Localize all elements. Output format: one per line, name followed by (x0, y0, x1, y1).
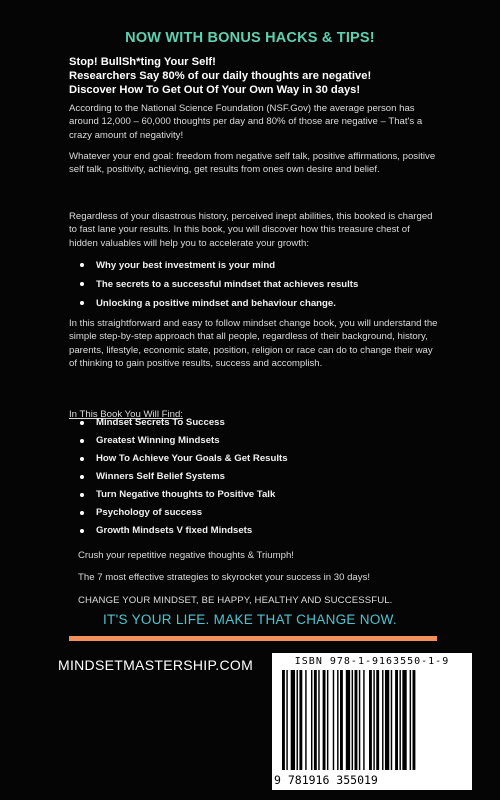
divider-bar (69, 636, 437, 641)
barcode-bar (333, 670, 334, 770)
list-item: Growth Mindsets V fixed Mindsets (78, 522, 288, 540)
barcode-bar (340, 670, 343, 770)
barcode-bar (385, 670, 389, 770)
barcode-bar (291, 670, 295, 770)
barcode-bar (323, 670, 326, 770)
nsf-paragraph: According to the National Science Foundation (NSF.Gov) the average person has around 12,000 – 60,000 thoughts per day and 80% of those are negative – That's a crazy amount of negativity! (69, 103, 423, 141)
barcode-bar (359, 670, 360, 770)
barcode-bar (318, 670, 319, 770)
barcode-bar (363, 670, 364, 770)
barcode-bar (305, 670, 306, 770)
barcode-bar (413, 670, 416, 770)
barcode-bar (373, 670, 374, 770)
contents-bullet-list (78, 414, 288, 540)
barcode-bar (299, 670, 302, 770)
approach-paragraph: In this straightforward and easy to follow mindset change book, you will understand the simple step-by-step approach that all people, regardless of their background, history, parents, lifestyle, economic state, position, religion or race can do to change their way of thinking to gain positive results, success and accomplish. (69, 318, 438, 369)
barcode-bar (346, 670, 350, 770)
strategies-line: The 7 most effective strategies to skyrocket your success in 30 days! (78, 572, 371, 583)
isbn-barcode (272, 653, 472, 790)
list-item: Mindset Secrets To Success (78, 414, 288, 432)
website-url: MINDSETMASTERSHIP.COM (58, 657, 254, 673)
end-goal-paragraph: Whatever your end goal: freedom from negative self talk, positive affirmations, positive self talk, positivity, achieving, get results from ones own desire and belief. (69, 151, 436, 176)
list-item: Why your best investment is your mind (78, 256, 358, 275)
barcode-bar (352, 670, 353, 770)
history-paragraph: Regardless of your disastrous history, perceived inept abilities, this booked is charged to fast lane your results. In this book, you will discover how this treasure chest of hidden valuables will help you to accelerate your growth: (69, 211, 433, 249)
contents-heading: In This Book You Will Find: (69, 409, 183, 420)
barcode-bar (382, 670, 383, 770)
headline-block (69, 55, 469, 97)
headline-line-2: Researchers Say 80% of our daily thoughts are negative! (69, 70, 372, 82)
barcode-bar (282, 670, 285, 770)
list-item: Psychology of success (78, 504, 288, 522)
bonus-banner: NOW WITH BONUS HACKS & TIPS! (125, 30, 375, 46)
growth-bullet-list (78, 256, 358, 313)
barcode-bar (286, 670, 287, 770)
barcode-bar (399, 670, 400, 770)
barcode-bar (395, 670, 398, 770)
barcode-bar (314, 670, 317, 770)
barcode-bar (311, 670, 312, 770)
barcode-bar (410, 670, 411, 770)
change-mindset-line: CHANGE YOUR MINDSET, BE HAPPY, HEALTHY AND SUCCESSFUL. (78, 595, 393, 606)
headline-line-1: Stop! BullSh*ting Your Self! (69, 56, 216, 68)
barcode-bars (282, 670, 462, 770)
barcode-digits: 9 781916 355019 (274, 773, 378, 787)
isbn-label: ISBN 978-1-9163550-1-9 (294, 656, 450, 667)
list-item: Turn Negative thoughts to Positive Talk (78, 486, 288, 504)
barcode-bar (355, 670, 358, 770)
barcode-bar (402, 670, 406, 770)
headline-line-3: Discover How To Get Out Of Your Own Way in 30 days! (69, 84, 361, 96)
list-item: Winners Self Belief Systems (78, 468, 288, 486)
call-to-action: IT'S YOUR LIFE. MAKE THAT CHANGE NOW. (103, 612, 397, 627)
barcode-bar (376, 670, 379, 770)
barcode-bar (337, 670, 338, 770)
barcode-bar (297, 670, 298, 770)
barcode-bar (327, 670, 328, 770)
barcode-bar (391, 670, 392, 770)
crush-thoughts-line: Crush your repetitive negative thoughts & Triumph! (78, 550, 294, 561)
list-item: The secrets to a successful mindset that achieves results (78, 275, 358, 294)
list-item: Greatest Winning Mindsets (78, 432, 288, 450)
barcode-bar (369, 670, 372, 770)
list-item: How To Achieve Your Goals & Get Results (78, 450, 288, 468)
list-item: Unlocking a positive mindset and behaviour change. (78, 294, 358, 313)
